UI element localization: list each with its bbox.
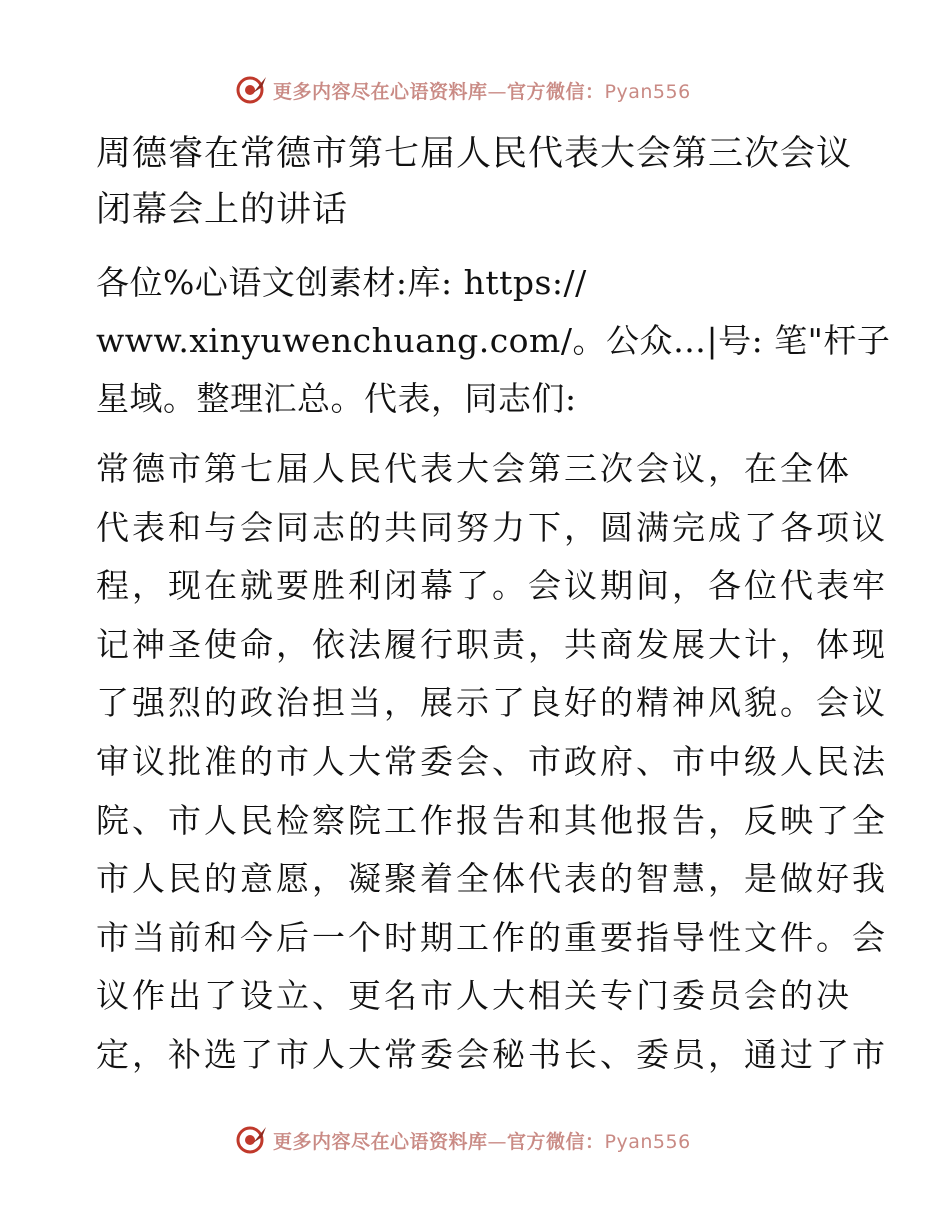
banner-separator: — (487, 1130, 508, 1153)
banner-official-label: 官方微信： (507, 1130, 605, 1153)
paragraph-line: 程，现在就要胜利闭幕了。会议期间，各位代表牢 (96, 566, 888, 606)
paragraph-line: 市当前和今后一个时期工作的重要指导性文件。会 (96, 917, 888, 957)
footer-banner (0, 1120, 950, 1160)
salutation-paragraph (96, 254, 891, 428)
paragraph-line: 星域。整理汇总。代表，同志们: (96, 379, 577, 418)
paragraph-line: 院、市人民检察院工作报告和其他报告，反映了全 (96, 800, 888, 840)
quill-logo-icon (235, 1123, 269, 1157)
banner-text (273, 77, 691, 104)
banner-wechat-id: Pyan556 (604, 80, 691, 103)
banner-text (273, 1127, 691, 1154)
banner-wechat-id: Pyan556 (604, 1130, 691, 1153)
paragraph-line: 各位%心语文创素材:库: https:// (96, 263, 587, 302)
quill-logo-icon (235, 73, 269, 107)
paragraph-line: 审议批准的市人大常委会、市政府、市中级人民法 (96, 741, 888, 781)
header-banner (0, 70, 950, 110)
banner-official-label: 官方微信： (507, 80, 605, 103)
banner-separator: — (487, 80, 508, 103)
paragraph-line: www.xinyuwenchuang.com/。公众…|号: 笔"杆子 (96, 321, 891, 360)
paragraph-line: 定，补选了市人大常委会秘书长、委员，通过了市 (96, 1034, 888, 1074)
paragraph-line: 记神圣使命，依法履行职责，共商发展大计，体现 (96, 624, 888, 664)
document-title (96, 126, 856, 238)
title-line: 闭幕会上的讲话 (96, 190, 349, 230)
body-paragraph (96, 440, 888, 1085)
title-line: 周德睿在常德市第七届人民代表大会第三次会议 (96, 134, 853, 174)
paragraph-line: 代表和与会同志的共同努力下，圆满完成了各项议 (96, 507, 888, 547)
banner-brand: 更多内容尽在心语资料库 (273, 80, 488, 103)
banner-brand: 更多内容尽在心语资料库 (273, 1130, 488, 1153)
paragraph-line: 市人民的意愿，凝聚着全体代表的智慧，是做好我 (96, 859, 888, 899)
paragraph-line: 常德市第七届人民代表大会第三次会议，在全体 (96, 449, 852, 488)
paragraph-line: 议作出了设立、更名市人大相关专门委员会的决 (96, 976, 852, 1016)
paragraph-line: 了强烈的政治担当，展示了良好的精神风貌。会议 (96, 683, 888, 723)
